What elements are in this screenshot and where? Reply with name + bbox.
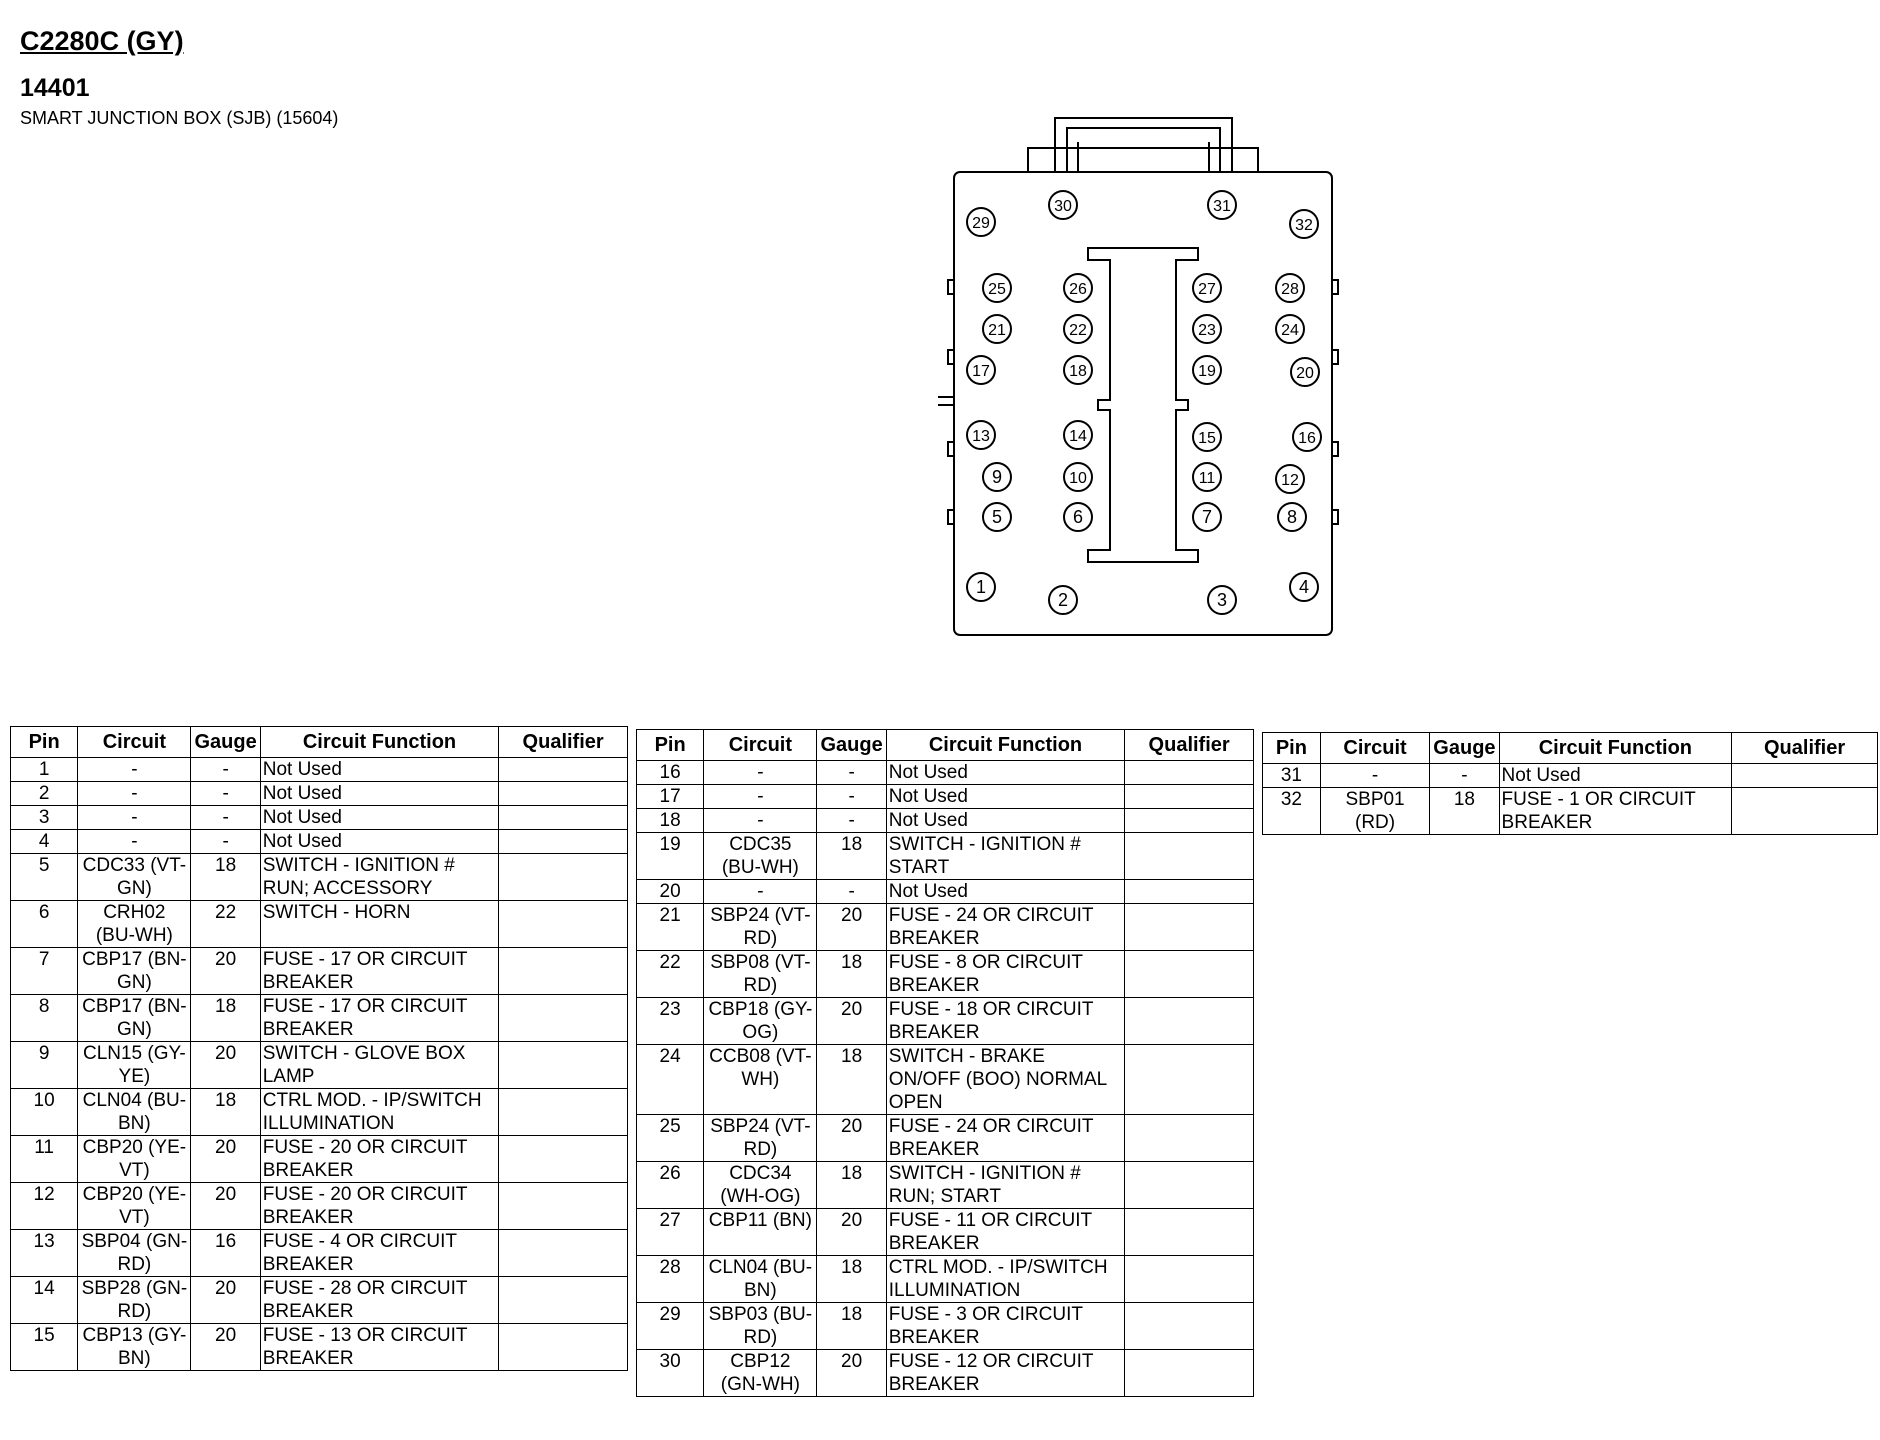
pin-label: 1	[975, 577, 987, 597]
cell-pin: 26	[637, 1162, 704, 1209]
cell-pin: 6	[11, 901, 78, 948]
cell-circuit: CDC35 (BU-WH)	[704, 833, 817, 880]
cell-pin: 3	[11, 806, 78, 830]
cell-pin: 30	[637, 1350, 704, 1397]
pin-cavity-26	[1064, 274, 1092, 302]
cell-qualifier	[499, 995, 628, 1042]
cell-pin: 17	[637, 785, 704, 809]
table-row	[637, 1303, 1254, 1350]
pin-cavity-30	[1049, 191, 1077, 219]
pin-label: 26	[1069, 281, 1087, 298]
cell-function: Not Used	[260, 806, 499, 830]
pin-cavities	[967, 191, 1321, 614]
table-row	[637, 785, 1254, 809]
table-row	[11, 782, 628, 806]
cell-gauge: -	[817, 880, 886, 904]
pin-cavity-16	[1293, 423, 1321, 451]
cell-qualifier	[499, 901, 628, 948]
pin-cavity-21	[983, 315, 1011, 343]
cell-gauge: 20	[817, 904, 886, 951]
pin-label: 11	[1198, 470, 1216, 487]
cell-qualifier	[499, 1324, 628, 1371]
pin-cavity-24	[1276, 315, 1304, 343]
pin-cavity-23	[1193, 315, 1221, 343]
pin-label: 8	[1286, 507, 1298, 527]
cell-function: SWITCH - IGNITION # RUN; ACCESSORY	[260, 854, 499, 901]
cell-circuit: CCB08 (VT-WH)	[704, 1045, 817, 1115]
cell-circuit: CBP20 (YE-VT)	[78, 1183, 191, 1230]
cell-circuit: CBP12 (GN-WH)	[704, 1350, 817, 1397]
cell-gauge: 18	[191, 995, 260, 1042]
cell-qualifier	[499, 1136, 628, 1183]
table-row	[11, 948, 628, 995]
pin-table-2	[636, 729, 1254, 1397]
pin-cavity-12	[1276, 465, 1304, 493]
table-row	[637, 880, 1254, 904]
cell-gauge: 16	[191, 1230, 260, 1277]
cell-function: Not Used	[260, 758, 499, 782]
cell-pin: 18	[637, 809, 704, 833]
cell-circuit: SBP24 (VT-RD)	[704, 904, 817, 951]
pin-label: 6	[1072, 507, 1084, 527]
cell-circuit: SBP03 (BU-RD)	[704, 1303, 817, 1350]
cell-circuit: -	[1320, 764, 1429, 788]
column-header: Qualifier	[1732, 733, 1878, 764]
column-header: Circuit Function	[886, 730, 1125, 761]
cell-pin: 14	[11, 1277, 78, 1324]
cell-pin: 11	[11, 1136, 78, 1183]
cell-circuit: -	[704, 880, 817, 904]
table-row	[11, 1136, 628, 1183]
table-row	[637, 1350, 1254, 1397]
table-row	[637, 951, 1254, 998]
cell-gauge: -	[1430, 764, 1499, 788]
table-row	[637, 761, 1254, 785]
cell-gauge: 20	[817, 1209, 886, 1256]
cell-qualifier	[499, 854, 628, 901]
column-header: Circuit Function	[260, 727, 499, 758]
cell-qualifier	[499, 1277, 628, 1324]
pin-cavity-15	[1193, 423, 1221, 451]
cell-circuit: -	[704, 761, 817, 785]
cell-circuit: -	[78, 758, 191, 782]
pin-cavity-20	[1291, 358, 1319, 386]
column-header: Qualifier	[1125, 730, 1254, 761]
cell-gauge: -	[817, 761, 886, 785]
cell-pin: 10	[11, 1089, 78, 1136]
pin-cavity-7	[1193, 503, 1221, 531]
connector-face-diagram	[930, 108, 1350, 648]
table-row	[11, 1324, 628, 1371]
cell-function: FUSE - 20 OR CIRCUIT BREAKER	[260, 1183, 499, 1230]
pin-cavity-8	[1278, 503, 1306, 531]
cell-pin: 24	[637, 1045, 704, 1115]
cell-pin: 8	[11, 995, 78, 1042]
cell-circuit: SBP08 (VT-RD)	[704, 951, 817, 998]
pin-label: 30	[1054, 198, 1072, 215]
cell-circuit: -	[704, 809, 817, 833]
pin-cavity-28	[1276, 274, 1304, 302]
cell-pin: 25	[637, 1115, 704, 1162]
cell-gauge: 18	[191, 1089, 260, 1136]
cell-circuit: CLN15 (GY-YE)	[78, 1042, 191, 1089]
pin-label: 17	[972, 363, 990, 380]
part-name: SMART JUNCTION BOX (SJB) (15604)	[20, 108, 339, 128]
cell-pin: 15	[11, 1324, 78, 1371]
cell-qualifier	[1125, 1045, 1254, 1115]
cell-function: FUSE - 17 OR CIRCUIT BREAKER	[260, 948, 499, 995]
cell-circuit: CBP20 (YE-VT)	[78, 1136, 191, 1183]
part-number: 14401	[20, 74, 90, 102]
column-header: Pin	[11, 727, 78, 758]
table-row	[11, 830, 628, 854]
pin-cavity-5	[983, 503, 1011, 531]
cell-function: FUSE - 20 OR CIRCUIT BREAKER	[260, 1136, 499, 1183]
cell-function: FUSE - 17 OR CIRCUIT BREAKER	[260, 995, 499, 1042]
cell-circuit: SBP28 (GN-RD)	[78, 1277, 191, 1324]
cell-qualifier	[1125, 951, 1254, 998]
table-row	[637, 1209, 1254, 1256]
pin-label: 14	[1069, 428, 1087, 445]
cell-function: SWITCH - BRAKE ON/OFF (BOO) NORMAL OPEN	[886, 1045, 1125, 1115]
cell-gauge: 20	[191, 1042, 260, 1089]
table-row	[1263, 788, 1878, 835]
table-row	[11, 1230, 628, 1277]
cell-gauge: 18	[817, 1045, 886, 1115]
cell-gauge: 20	[191, 1136, 260, 1183]
cell-function: FUSE - 18 OR CIRCUIT BREAKER	[886, 998, 1125, 1045]
pin-cavity-31	[1208, 191, 1236, 219]
cell-function: FUSE - 8 OR CIRCUIT BREAKER	[886, 951, 1125, 998]
cell-pin: 29	[637, 1303, 704, 1350]
pin-label: 9	[991, 467, 1003, 487]
pin-label: 29	[972, 215, 990, 232]
pin-cavity-6	[1064, 503, 1092, 531]
cell-circuit: CLN04 (BU-BN)	[704, 1256, 817, 1303]
table-row	[637, 904, 1254, 951]
cell-circuit: CBP13 (GY-BN)	[78, 1324, 191, 1371]
cell-pin: 32	[1263, 788, 1321, 835]
cell-function: FUSE - 12 OR CIRCUIT BREAKER	[886, 1350, 1125, 1397]
pin-table-3	[1262, 732, 1878, 835]
cell-qualifier	[1125, 761, 1254, 785]
pin-label: 15	[1198, 430, 1216, 447]
cell-gauge: 20	[191, 948, 260, 995]
pin-label: 23	[1198, 322, 1216, 339]
cell-gauge: -	[817, 785, 886, 809]
cell-qualifier	[499, 1089, 628, 1136]
cell-qualifier	[1125, 904, 1254, 951]
pin-cavity-2	[1049, 586, 1077, 614]
cell-qualifier	[499, 1183, 628, 1230]
cell-function: FUSE - 1 OR CIRCUIT BREAKER	[1499, 788, 1732, 835]
cell-function: FUSE - 11 OR CIRCUIT BREAKER	[886, 1209, 1125, 1256]
cell-pin: 5	[11, 854, 78, 901]
pin-cavity-29	[967, 208, 995, 236]
cell-gauge: 20	[817, 1350, 886, 1397]
cell-gauge: 18	[817, 1162, 886, 1209]
pin-cavity-11	[1193, 463, 1221, 491]
pin-label: 10	[1069, 470, 1087, 487]
pin-label: 28	[1281, 281, 1299, 298]
cell-circuit: CDC34 (WH-OG)	[704, 1162, 817, 1209]
table-row	[637, 998, 1254, 1045]
column-header: Gauge	[817, 730, 886, 761]
cell-function: Not Used	[886, 880, 1125, 904]
cell-function: Not Used	[886, 785, 1125, 809]
cell-gauge: 20	[191, 1324, 260, 1371]
cell-pin: 31	[1263, 764, 1321, 788]
cell-function: FUSE - 3 OR CIRCUIT BREAKER	[886, 1303, 1125, 1350]
pin-cavity-3	[1208, 586, 1236, 614]
cell-function: Not Used	[1499, 764, 1732, 788]
pin-cavity-32	[1290, 210, 1318, 238]
column-header: Gauge	[191, 727, 260, 758]
cell-qualifier	[1125, 1209, 1254, 1256]
pin-cavity-19	[1193, 356, 1221, 384]
cell-gauge: 20	[817, 998, 886, 1045]
cell-gauge: 20	[191, 1277, 260, 1324]
cell-qualifier	[1125, 809, 1254, 833]
cell-qualifier	[499, 948, 628, 995]
table-row	[11, 758, 628, 782]
cell-gauge: 18	[1430, 788, 1499, 835]
cell-qualifier	[1732, 764, 1878, 788]
pin-label: 20	[1296, 365, 1314, 382]
cell-function: SWITCH - HORN	[260, 901, 499, 948]
cell-circuit: CBP18 (GY-OG)	[704, 998, 817, 1045]
cell-qualifier	[499, 1230, 628, 1277]
cell-function: FUSE - 4 OR CIRCUIT BREAKER	[260, 1230, 499, 1277]
pin-cavity-1	[967, 573, 995, 601]
cell-circuit: CBP17 (BN-GN)	[78, 995, 191, 1042]
cell-pin: 12	[11, 1183, 78, 1230]
table-row	[11, 806, 628, 830]
cell-gauge: 18	[817, 1303, 886, 1350]
cell-circuit: CBP11 (BN)	[704, 1209, 817, 1256]
cell-qualifier	[1125, 785, 1254, 809]
cell-qualifier	[1125, 1162, 1254, 1209]
pin-label: 32	[1295, 217, 1313, 234]
table-row	[11, 1042, 628, 1089]
cell-circuit: CLN04 (BU-BN)	[78, 1089, 191, 1136]
cell-pin: 9	[11, 1042, 78, 1089]
connector-outline	[938, 118, 1338, 635]
pin-cavity-17	[967, 356, 995, 384]
pin-cavity-9	[983, 463, 1011, 491]
cell-qualifier	[1125, 1115, 1254, 1162]
cell-gauge: 22	[191, 901, 260, 948]
pin-cavity-22	[1064, 315, 1092, 343]
table-row	[11, 1089, 628, 1136]
pin-label: 21	[988, 322, 1006, 339]
cell-pin: 1	[11, 758, 78, 782]
pin-label: 2	[1057, 590, 1069, 610]
table-row	[637, 833, 1254, 880]
table-row	[11, 1277, 628, 1324]
pin-cavity-18	[1064, 356, 1092, 384]
pin-label: 16	[1298, 430, 1316, 447]
pin-label: 25	[988, 281, 1006, 298]
cell-circuit: CRH02 (BU-WH)	[78, 901, 191, 948]
table-row	[637, 1045, 1254, 1115]
cell-pin: 7	[11, 948, 78, 995]
cell-function: Not Used	[886, 761, 1125, 785]
cell-function: Not Used	[260, 830, 499, 854]
cell-qualifier	[499, 830, 628, 854]
cell-function: FUSE - 24 OR CIRCUIT BREAKER	[886, 904, 1125, 951]
cell-gauge: 20	[191, 1183, 260, 1230]
table-row	[11, 995, 628, 1042]
cell-circuit: CBP17 (BN-GN)	[78, 948, 191, 995]
cell-gauge: -	[191, 782, 260, 806]
table-row	[1263, 764, 1878, 788]
cell-pin: 27	[637, 1209, 704, 1256]
cell-gauge: -	[817, 809, 886, 833]
pin-cavity-10	[1064, 463, 1092, 491]
cell-qualifier	[1125, 998, 1254, 1045]
cell-qualifier	[1125, 1256, 1254, 1303]
pin-label: 13	[972, 428, 990, 445]
cell-pin: 20	[637, 880, 704, 904]
cell-pin: 2	[11, 782, 78, 806]
column-header: Circuit Function	[1499, 733, 1732, 764]
cell-qualifier	[1125, 880, 1254, 904]
pin-label: 12	[1281, 472, 1299, 489]
table-row	[637, 1256, 1254, 1303]
cell-function: SWITCH - IGNITION # START	[886, 833, 1125, 880]
cell-function: Not Used	[260, 782, 499, 806]
cell-circuit: -	[78, 830, 191, 854]
pin-label: 22	[1069, 322, 1087, 339]
cell-circuit: -	[78, 806, 191, 830]
column-header: Circuit	[704, 730, 817, 761]
table-row	[637, 1162, 1254, 1209]
cell-qualifier	[1125, 1303, 1254, 1350]
cell-gauge: 18	[817, 1256, 886, 1303]
pin-cavity-14	[1064, 421, 1092, 449]
table-row	[637, 1115, 1254, 1162]
pin-label: 31	[1213, 198, 1231, 215]
cell-pin: 16	[637, 761, 704, 785]
cell-gauge: -	[191, 758, 260, 782]
cell-function: FUSE - 28 OR CIRCUIT BREAKER	[260, 1277, 499, 1324]
cell-pin: 22	[637, 951, 704, 998]
cell-gauge: 18	[817, 833, 886, 880]
cell-qualifier	[1125, 1350, 1254, 1397]
column-header: Circuit	[1320, 733, 1429, 764]
table-row	[11, 1183, 628, 1230]
connector-id: C2280C (GY)	[20, 26, 184, 56]
cell-qualifier	[499, 758, 628, 782]
cell-function: CTRL MOD. - IP/SWITCH ILLUMINATION	[886, 1256, 1125, 1303]
pin-label: 18	[1069, 363, 1087, 380]
cell-circuit: SBP04 (GN-RD)	[78, 1230, 191, 1277]
cell-function: SWITCH - IGNITION # RUN; START	[886, 1162, 1125, 1209]
cell-function: FUSE - 24 OR CIRCUIT BREAKER	[886, 1115, 1125, 1162]
cell-circuit: SBP01 (RD)	[1320, 788, 1429, 835]
cell-pin: 21	[637, 904, 704, 951]
cell-pin: 19	[637, 833, 704, 880]
pin-label: 19	[1198, 363, 1216, 380]
cell-circuit: SBP24 (VT-RD)	[704, 1115, 817, 1162]
cell-gauge: 20	[817, 1115, 886, 1162]
pin-cavity-25	[983, 274, 1011, 302]
cell-function: FUSE - 13 OR CIRCUIT BREAKER	[260, 1324, 499, 1371]
pin-cavity-27	[1193, 274, 1221, 302]
column-header: Circuit	[78, 727, 191, 758]
cell-function: SWITCH - GLOVE BOX LAMP	[260, 1042, 499, 1089]
column-header: Pin	[637, 730, 704, 761]
cell-gauge: -	[191, 806, 260, 830]
cell-function: CTRL MOD. - IP/SWITCH ILLUMINATION	[260, 1089, 499, 1136]
column-header: Pin	[1263, 733, 1321, 764]
pin-cavity-4	[1290, 573, 1318, 601]
cell-pin: 23	[637, 998, 704, 1045]
pin-label: 4	[1298, 577, 1310, 597]
pin-cavity-13	[967, 421, 995, 449]
pin-label: 3	[1216, 590, 1228, 610]
pin-label: 27	[1198, 281, 1216, 298]
cell-circuit: CDC33 (VT-GN)	[78, 854, 191, 901]
table-row	[11, 854, 628, 901]
pin-label: 7	[1201, 507, 1213, 527]
column-header: Gauge	[1430, 733, 1499, 764]
pin-label: 24	[1281, 322, 1299, 339]
cell-qualifier	[499, 782, 628, 806]
cell-gauge: 18	[191, 854, 260, 901]
column-header: Qualifier	[499, 727, 628, 758]
cell-circuit: -	[704, 785, 817, 809]
pin-label: 5	[991, 507, 1003, 527]
cell-circuit: -	[78, 782, 191, 806]
cell-qualifier	[499, 1042, 628, 1089]
table-row	[11, 901, 628, 948]
cell-qualifier	[1732, 788, 1878, 835]
pin-table-1	[10, 726, 628, 1371]
cell-function: Not Used	[886, 809, 1125, 833]
cell-pin: 4	[11, 830, 78, 854]
cell-gauge: 18	[817, 951, 886, 998]
table-row	[637, 809, 1254, 833]
cell-gauge: -	[191, 830, 260, 854]
cell-qualifier	[499, 806, 628, 830]
cell-qualifier	[1125, 833, 1254, 880]
cell-pin: 28	[637, 1256, 704, 1303]
cell-pin: 13	[11, 1230, 78, 1277]
